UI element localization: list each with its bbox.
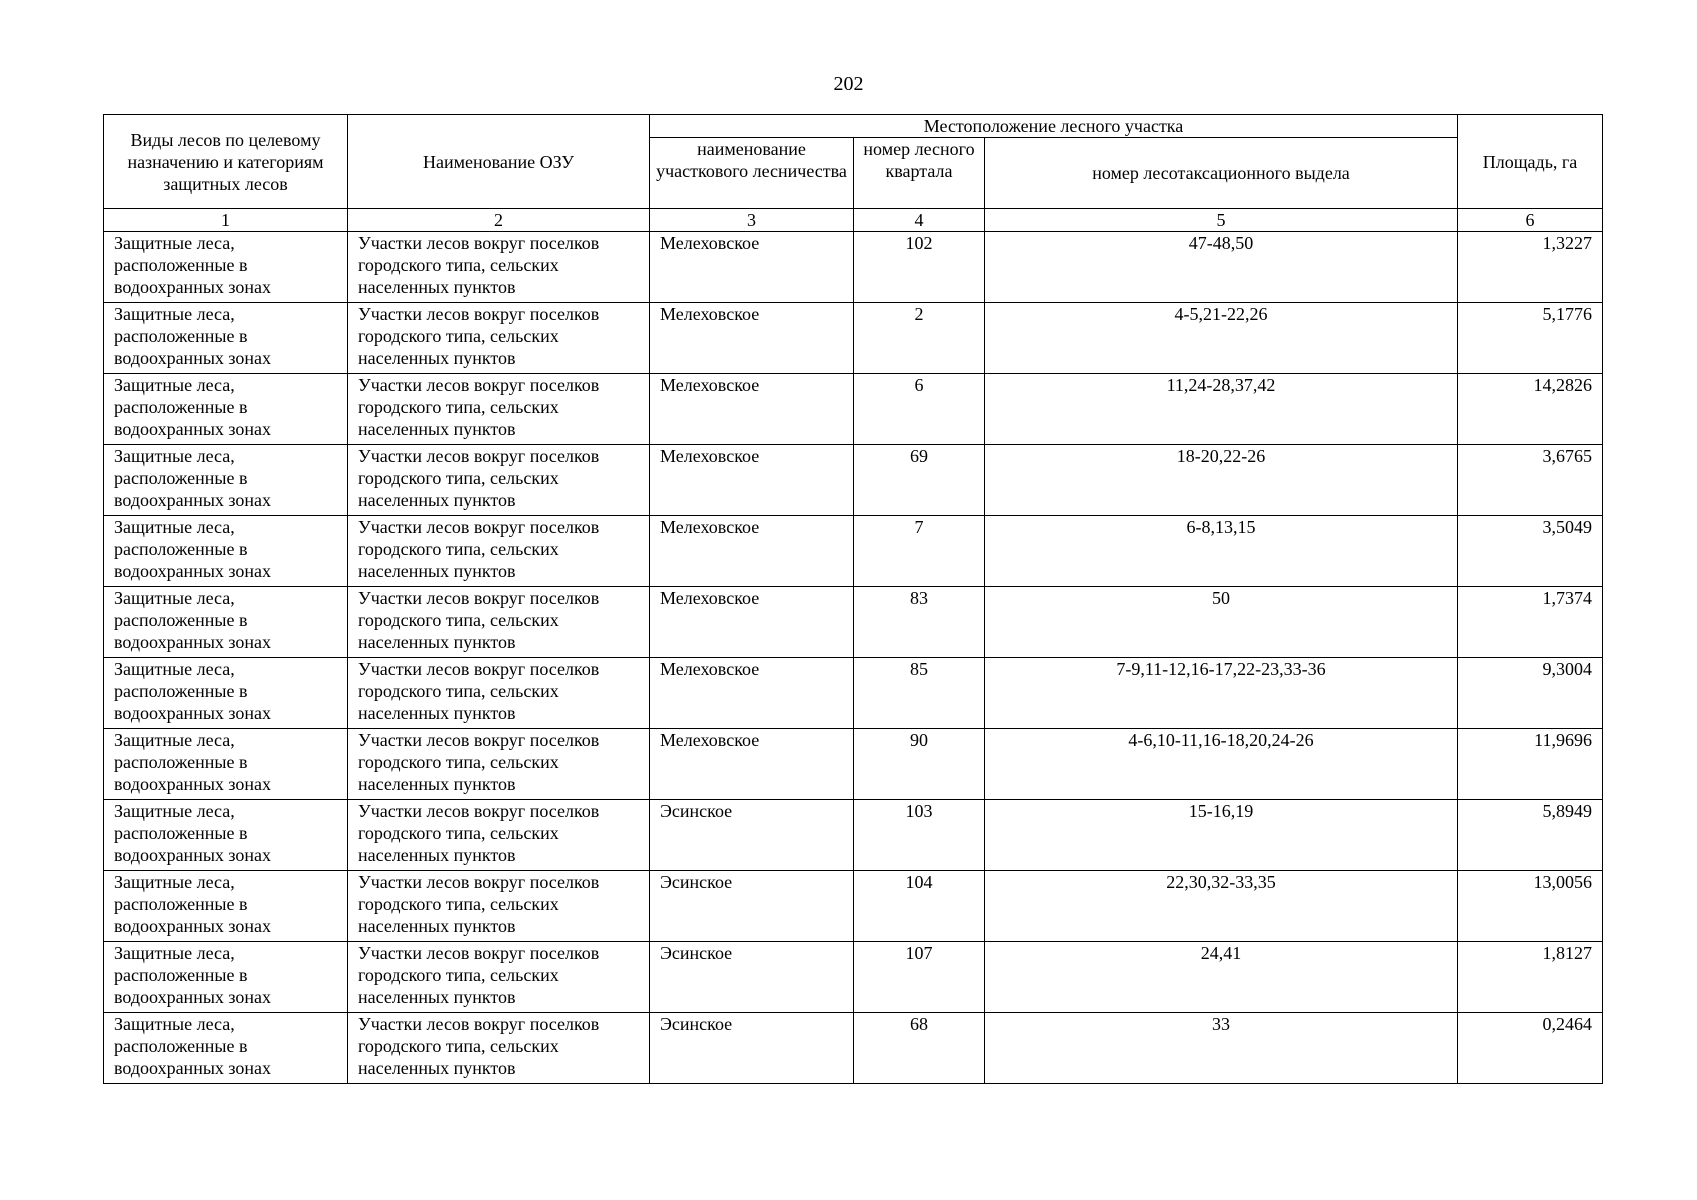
- cell-ozu-name: Участки лесов вокруг поселков городского типа, сельских населенных пунктов: [348, 729, 650, 800]
- forest-plots-table: [103, 114, 1603, 1084]
- cell-quarter-number: 2: [854, 303, 985, 374]
- table-row: [104, 871, 1603, 942]
- cell-quarter-number: 102: [854, 232, 985, 303]
- cell-quarter-number: 7: [854, 516, 985, 587]
- cell-plot-numbers: 6-8,13,15: [985, 516, 1458, 587]
- cell-ozu-name: Участки лесов вокруг поселков городского типа, сельских населенных пунктов: [348, 942, 650, 1013]
- cell-quarter-number: 68: [854, 1013, 985, 1084]
- table-row: [104, 658, 1603, 729]
- cell-forest-type: Защитные леса, расположенные в водоохранных зонах: [104, 445, 348, 516]
- cell-plot-numbers: 50: [985, 587, 1458, 658]
- cell-forestry-name: Мелеховское: [650, 516, 854, 587]
- cell-forestry-name: Эсинское: [650, 871, 854, 942]
- cell-plot-numbers: 24,41: [985, 942, 1458, 1013]
- cell-forestry-name: Мелеховское: [650, 374, 854, 445]
- cell-forest-type: Защитные леса, расположенные в водоохранных зонах: [104, 942, 348, 1013]
- cell-quarter-number: 104: [854, 871, 985, 942]
- cell-plot-numbers: 15-16,19: [985, 800, 1458, 871]
- cell-ozu-name: Участки лесов вокруг поселков городского типа, сельских населенных пунктов: [348, 445, 650, 516]
- header-location-group: Местоположение лесного участка: [650, 115, 1458, 138]
- cell-plot-numbers: 7-9,11-12,16-17,22-23,33-36: [985, 658, 1458, 729]
- table-row: [104, 303, 1603, 374]
- cell-ozu-name: Участки лесов вокруг поселков городского типа, сельских населенных пунктов: [348, 800, 650, 871]
- cell-area: 5,8949: [1458, 800, 1603, 871]
- cell-plot-numbers: 33: [985, 1013, 1458, 1084]
- cell-area: 0,2464: [1458, 1013, 1603, 1084]
- table-row: [104, 232, 1603, 303]
- column-number: 4: [854, 209, 985, 232]
- cell-plot-numbers: 4-6,10-11,16-18,20,24-26: [985, 729, 1458, 800]
- header-quarter-number: номер лесного квартала: [854, 138, 985, 209]
- column-number-row: [104, 209, 1603, 232]
- cell-ozu-name: Участки лесов вокруг поселков городского типа, сельских населенных пунктов: [348, 374, 650, 445]
- cell-ozu-name: Участки лесов вокруг поселков городского типа, сельских населенных пунктов: [348, 232, 650, 303]
- cell-forestry-name: Мелеховское: [650, 445, 854, 516]
- cell-area: 3,6765: [1458, 445, 1603, 516]
- cell-area: 1,8127: [1458, 942, 1603, 1013]
- cell-area: 5,1776: [1458, 303, 1603, 374]
- cell-quarter-number: 69: [854, 445, 985, 516]
- cell-forest-type: Защитные леса, расположенные в водоохранных зонах: [104, 232, 348, 303]
- cell-ozu-name: Участки лесов вокруг поселков городского типа, сельских населенных пунктов: [348, 516, 650, 587]
- cell-forest-type: Защитные леса, расположенные в водоохранных зонах: [104, 871, 348, 942]
- cell-forestry-name: Мелеховское: [650, 658, 854, 729]
- page-number: 202: [833, 73, 864, 95]
- table-row: [104, 729, 1603, 800]
- column-number: 1: [104, 209, 348, 232]
- cell-forestry-name: Мелеховское: [650, 587, 854, 658]
- cell-plot-numbers: 22,30,32-33,35: [985, 871, 1458, 942]
- header-forestry-name: наименование участкового лесничества: [650, 138, 854, 209]
- cell-forestry-name: Мелеховское: [650, 303, 854, 374]
- cell-quarter-number: 90: [854, 729, 985, 800]
- cell-quarter-number: 83: [854, 587, 985, 658]
- cell-ozu-name: Участки лесов вокруг поселков городского типа, сельских населенных пунктов: [348, 871, 650, 942]
- cell-quarter-number: 85: [854, 658, 985, 729]
- cell-ozu-name: Участки лесов вокруг поселков городского типа, сельских населенных пунктов: [348, 303, 650, 374]
- table-row: [104, 800, 1603, 871]
- cell-forest-type: Защитные леса, расположенные в водоохранных зонах: [104, 303, 348, 374]
- cell-ozu-name: Участки лесов вокруг поселков городского типа, сельских населенных пунктов: [348, 1013, 650, 1084]
- header-plot-number: номер лесотаксационного выдела: [985, 138, 1458, 209]
- header-area: Площадь, га: [1458, 115, 1603, 209]
- cell-area: 9,3004: [1458, 658, 1603, 729]
- cell-forestry-name: Эсинское: [650, 942, 854, 1013]
- cell-forestry-name: Мелеховское: [650, 729, 854, 800]
- table-row: [104, 587, 1603, 658]
- cell-plot-numbers: 11,24-28,37,42: [985, 374, 1458, 445]
- cell-area: 14,2826: [1458, 374, 1603, 445]
- cell-ozu-name: Участки лесов вокруг поселков городского типа, сельских населенных пунктов: [348, 658, 650, 729]
- header-forest-type: Виды лесов по целевому назначению и категориям защитных лесов: [104, 115, 348, 209]
- cell-area: 1,3227: [1458, 232, 1603, 303]
- cell-forest-type: Защитные леса, расположенные в водоохранных зонах: [104, 587, 348, 658]
- cell-forest-type: Защитные леса, расположенные в водоохранных зонах: [104, 658, 348, 729]
- cell-forest-type: Защитные леса, расположенные в водоохранных зонах: [104, 1013, 348, 1084]
- cell-plot-numbers: 4-5,21-22,26: [985, 303, 1458, 374]
- table-row: [104, 445, 1603, 516]
- cell-forestry-name: Мелеховское: [650, 232, 854, 303]
- table-row: [104, 516, 1603, 587]
- table-row: [104, 1013, 1603, 1084]
- cell-quarter-number: 107: [854, 942, 985, 1013]
- cell-forest-type: Защитные леса, расположенные в водоохранных зонах: [104, 374, 348, 445]
- table-row: [104, 942, 1603, 1013]
- column-number: 6: [1458, 209, 1603, 232]
- table-body: [104, 209, 1603, 1084]
- cell-area: 1,7374: [1458, 587, 1603, 658]
- cell-forestry-name: Эсинское: [650, 800, 854, 871]
- cell-forest-type: Защитные леса, расположенные в водоохранных зонах: [104, 800, 348, 871]
- cell-forest-type: Защитные леса, расположенные в водоохранных зонах: [104, 516, 348, 587]
- cell-plot-numbers: 47-48,50: [985, 232, 1458, 303]
- column-number: 2: [348, 209, 650, 232]
- header-row-1: [104, 115, 1603, 138]
- cell-ozu-name: Участки лесов вокруг поселков городского типа, сельских населенных пунктов: [348, 587, 650, 658]
- column-number: 3: [650, 209, 854, 232]
- column-number: 5: [985, 209, 1458, 232]
- cell-area: 13,0056: [1458, 871, 1603, 942]
- cell-plot-numbers: 18-20,22-26: [985, 445, 1458, 516]
- cell-area: 11,9696: [1458, 729, 1603, 800]
- cell-quarter-number: 103: [854, 800, 985, 871]
- cell-forestry-name: Эсинское: [650, 1013, 854, 1084]
- cell-area: 3,5049: [1458, 516, 1603, 587]
- cell-forest-type: Защитные леса, расположенные в водоохранных зонах: [104, 729, 348, 800]
- header-ozu-name: Наименование ОЗУ: [348, 115, 650, 209]
- cell-quarter-number: 6: [854, 374, 985, 445]
- table-row: [104, 374, 1603, 445]
